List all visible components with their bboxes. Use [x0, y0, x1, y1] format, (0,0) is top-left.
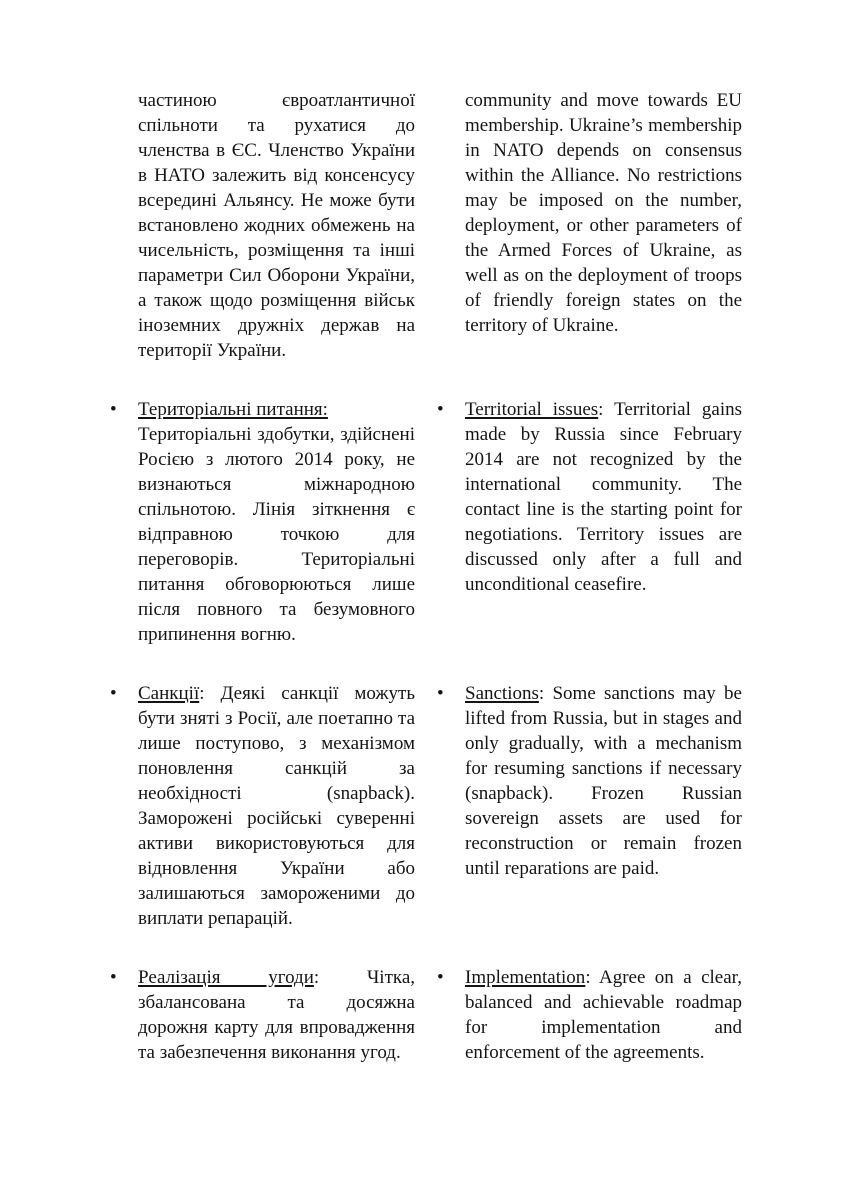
bullet-row-territorial	[110, 397, 848, 647]
bullet-term-ua-territorial: Територіальні питання:	[138, 399, 328, 420]
bullet-spacer	[110, 88, 138, 363]
bullet-sep: :	[199, 683, 221, 704]
bullet-sep: :	[598, 399, 615, 420]
continuation-row	[110, 88, 848, 363]
bullet-term-en-implementation: Implementation	[465, 967, 586, 988]
bullet-body-ua-territorial: Територіальні здобутки, здійснені Росією з лютого 2014 року, не визнаються міжнародною спільнотою. Лінія зіткнення є відправною точкою для переговорів. Територіальні питання обговорюються лише після повного та безумовного припинення вогню.	[138, 424, 415, 645]
bullet-icon: •	[437, 967, 444, 988]
bullet-item-ua-territorial	[138, 397, 415, 647]
bullet-item-en-implementation	[465, 965, 742, 1065]
bullet-sep: :	[585, 967, 599, 988]
paragraph-en-continuation: community and move towards EU membership. Ukraine’s membership in NATO depends on consensus within the Alliance. No restrictions may be imposed on the number, deployment, or other parameters of the Armed Forces of Ukraine, as well as on the deployment of troops of friendly foreign states on the territory of Ukraine.	[465, 90, 742, 336]
bullet-row-sanctions	[110, 681, 848, 931]
bullet-icon: •	[110, 399, 117, 420]
ua-column-territorial	[110, 397, 415, 647]
bullet-row-implementation	[110, 965, 848, 1065]
bullet-sep: :	[313, 967, 367, 988]
bullet-term-en-sanctions: Sanctions	[465, 683, 539, 704]
en-column-sanctions	[437, 681, 742, 881]
bullet-item-en-sanctions	[465, 681, 742, 881]
bullet-icon: •	[110, 683, 117, 704]
bullet-body-ua-implementation: Чітка, збалансована та досяжна дорожня карту для впровадження та забезпечення виконання угод.	[138, 967, 416, 1063]
bullet-item-en-territorial	[465, 397, 742, 597]
bullet-body-ua-sanctions: Деякі санкції можуть бути зняті з Росії, але поетапно та лише поступово, з механізмом поновлення санкцій за необхідності (snapback). Заморожені російські суверенні активи використовуються для відновлення України або залишаються замороженими до виплати репарацій.	[138, 683, 416, 929]
en-column-continuation	[437, 88, 742, 338]
bullet-term-en-territorial: Territorial issues	[465, 399, 599, 420]
bullet-icon: •	[110, 967, 117, 988]
bullet-sep: :	[538, 683, 553, 704]
bullet-body-en-implementation: Agree on a clear, balanced and achievable roadmap for implementation and enforcement of the agreements.	[465, 967, 742, 1063]
bullet-icon: •	[437, 683, 444, 704]
paragraph-ua-continuation: частиною євроатлантичної спільноти та рухатися до членства в ЄС. Членство України в НАТО залежить від консенсусу всередині Альянсу. Не може бути встановлено жодних обмежень на чисельність, розміщення та інші параметри Сил Оборони України, а також щодо розміщення військ іноземних дружніх держав на території України.	[138, 90, 415, 361]
bullet-icon: •	[437, 399, 444, 420]
ua-column-implementation	[110, 965, 415, 1065]
bullet-item-ua-sanctions	[138, 681, 415, 931]
bullet-spacer	[437, 88, 465, 338]
en-column-territorial	[437, 397, 742, 597]
ua-column-sanctions	[110, 681, 415, 931]
bullet-body-en-sanctions: Some sanctions may be lifted from Russia, but in stages and only gradually, with a mechanism for resuming sanctions if necessary (snapback). Frozen Russian sovereign assets are used for reconstruction or remain frozen until reparations are paid.	[465, 683, 742, 879]
bullet-term-ua-sanctions: Санкції	[138, 683, 200, 704]
en-column-implementation	[437, 965, 742, 1065]
ua-column-continuation	[110, 88, 415, 363]
bullet-term-ua-implementation: Реалізація угоди	[138, 967, 314, 988]
bullet-item-ua-implementation	[138, 965, 415, 1065]
bullet-body-en-territorial: Territorial gains made by Russia since February 2014 are not recognized by the international community. The contact line is the starting point for negotiations. Territory issues are discussed only after a full and unconditional ceasefire.	[465, 399, 743, 595]
